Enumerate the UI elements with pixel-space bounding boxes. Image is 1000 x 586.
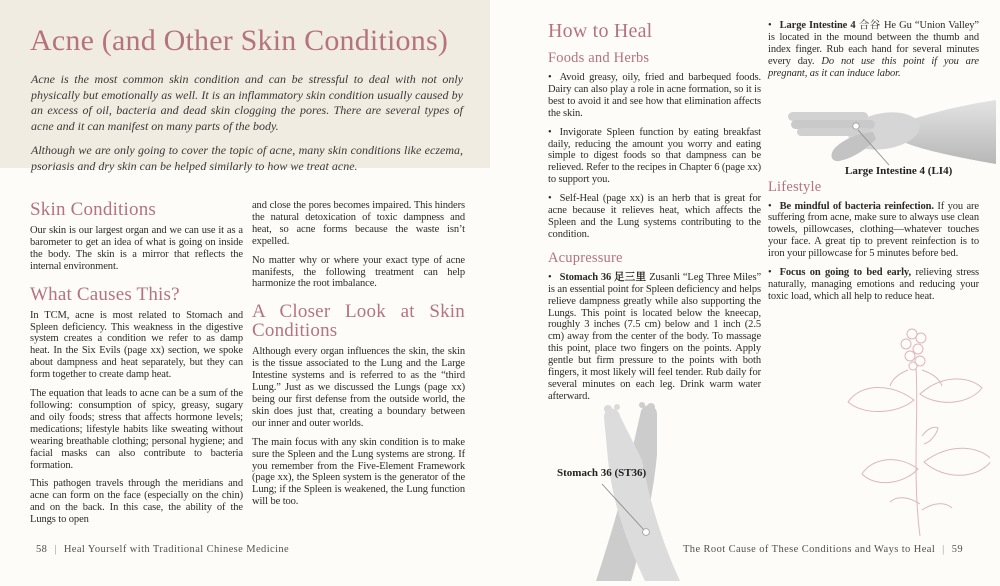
bullet-text: Avoid greasy, oily, fried and barbequed foods. Dairy can also play a role in acne formation, so it is best to avoid it and see how that elimination affects the skin.: [548, 72, 761, 119]
bullet-text: 合谷 He Gu “Union Valley” is located in the mound between the thumb and index finger. Rub each hand for several minutes every day.: [768, 20, 979, 67]
chapter-intro: [31, 72, 463, 183]
paragraph: Our skin is our largest organ and we can use it as a barometer to get an idea of what is going on inside the body. The skin is a mirror that reflects the internal environment.: [30, 225, 243, 272]
acupoint-name: Large Intestine 4: [779, 20, 856, 31]
bullet-marker: •: [768, 200, 772, 212]
footer-divider: |: [54, 544, 57, 555]
paragraph: In TCM, acne is most related to Stomach and Spleen deficiency. This weakness in the digestive system creates a condition we refer to as damp heat. In the Six Evils (page xx) section, we spoke about dampness and heat separately, but they can form together to create damp heat.: [30, 309, 243, 381]
acupoint-name: Stomach 36 足三里: [559, 271, 647, 283]
bullet-text: relieving stress naturally, managing emotions and reducing your toxic load, which all help to reduce heat.: [768, 267, 979, 302]
heading-foods-and-herbs: Foods and Herbs: [548, 50, 650, 66]
intro-paragraph: Although we are only going to cover the topic of acne, many skin conditions like eczema, psoriasis and dry skin can be helped similarly to how we treat acne.: [31, 143, 463, 173]
bullet-marker: •: [768, 267, 772, 279]
running-title: Heal Yourself with Traditional Chinese Medicine: [63, 544, 290, 555]
paragraph: The main focus with any skin condition is to make sure the Spleen and the Lung systems are strong. If you remember from the Five-Element Framework (page xx), the Spleen system is the generator of the Lung; if the Spleen is weakened, the Lung function will be too.: [252, 436, 465, 508]
heading-skin-conditions: Skin Conditions: [30, 199, 156, 220]
heading-how-to-heal: How to Heal: [548, 20, 653, 42]
heading-lifestyle: Lifestyle: [768, 178, 822, 195]
bullet-text: Zusanli “Leg Three Miles” is an essential point for Spleen deficiency and helps relieve dampness greatly while also supporting the Lungs. This point is located below the kneecap, roughly 3 inches (7.5 cm) below and 1 inch (2.5 cm) away from the center of the body. To massage this point, place two fingers on the points. Apply gentle but firm pressure to the points with both fingers, it most likely will feel tender. Rub daily for several minutes on each leg. Drink warm water afterward.: [548, 271, 761, 402]
left-page-column-1: [30, 200, 243, 533]
running-title: The Root Cause of These Conditions and Ways to Heal: [682, 544, 936, 555]
paragraph: Although every organ influences the skin, the skin is the tissue associated to the Lung and the Large Intestine systems and is referred to as the “third Lung.” Just as we discussed the Lungs (page xx) being our first defense from the outside world, the skin does just that, creating a boundary between our inner and outer worlds.: [252, 346, 465, 429]
chapter-header: [0, 0, 490, 173]
li4-point-dot: [853, 123, 859, 129]
self-heal-botanical-drawing: [842, 324, 990, 538]
footer-divider: |: [942, 544, 945, 555]
hand-acupoint-illustration: [788, 92, 996, 168]
paragraph: No matter why or where your exact type of acne manifests, the following treatment can help harmonize the root imbalance.: [252, 254, 465, 290]
bullet-warning-text: Do not use this point if you are pregnant, as it can induce labor.: [768, 55, 979, 79]
bullet-marker: •: [548, 271, 552, 283]
bullet-lead: Focus on going to bed early,: [779, 267, 912, 279]
bullet-item-li4: [768, 20, 979, 80]
st36-point-dot: [643, 529, 650, 536]
paragraph: The equation that leads to acne can be a sum of the following: consumption of spicy, greasy, sugary and oily foods; stress that affects hormone levels; medications; lifestyle habits like sweating without wearing breathable clothing; personal hygiene; and facial masks can also contribute to bacteria formation.: [30, 388, 243, 471]
hand-figure-image: [788, 92, 996, 173]
page-number: 59: [951, 544, 963, 555]
heading-acupressure: Acupressure: [548, 249, 623, 266]
bullet-item: [548, 193, 761, 241]
left-page-footer: [36, 544, 289, 555]
bullet-text: If you are suffering from acne, make sure to always use clean towels, pillowcases, clothing—whatever touches your face. A great tip to prevent reinfection is to iron your pillowcase for 5 minutes before bed.: [768, 200, 979, 260]
right-page-footer: [683, 544, 963, 555]
bullet-text: Invigorate Spleen function by eating breakfast daily, reducing the amount you worry and eating simple to digest foods so that dampness can be relieved. Refer to the recipes in Chapter 6 (page xx) to support you.: [548, 126, 761, 186]
bullet-marker: •: [768, 20, 772, 31]
bullet-item: [768, 201, 979, 261]
bullet-marker: •: [548, 126, 552, 138]
legs-figure-image: [552, 400, 717, 586]
li4-figure-label: Large Intestine 4 (LI4): [845, 165, 953, 177]
bullet-item-stomach36: [548, 272, 761, 403]
heading-closer-look: A Closer Look at Skin Conditions: [252, 301, 465, 342]
chapter-title: Acne (and Other Skin Conditions): [30, 24, 449, 57]
paragraph: This pathogen travels through the meridians and acne can form on the face (especially on the chin) and on the back. In this case, the ability of the Lungs to open: [30, 478, 243, 526]
paragraph: and close the pores becomes impaired. This hinders the natural detoxication of toxic dampness and heat, so acne forms because the waste isn’t expelled.: [252, 200, 465, 247]
bullet-item: [548, 127, 761, 187]
right-page-column-1: [548, 22, 761, 410]
bullet-item: [548, 72, 761, 120]
st36-figure-label: Stomach 36 (ST36): [557, 467, 647, 479]
bullet-item: [768, 267, 979, 303]
bullet-lead: Be mindful of bacteria reinfection.: [779, 200, 934, 212]
left-page-column-2: [252, 200, 465, 515]
bullet-marker: •: [548, 193, 552, 205]
page-number: 58: [36, 544, 48, 555]
heading-what-causes-this: What Causes This?: [30, 283, 180, 305]
bullet-text: Self-Heal (page xx) is an herb that is great for acne because it relieves heat, which affects the Spleen and the Lung systems contributing to the condition.: [548, 193, 761, 240]
intro-paragraph: Acne is the most common skin condition and can be stressful to deal with not only physically but emotionally as well. It is an inflammatory skin condition usually caused by an excess of oil, bacteria and dead skin clogging the pores. There are several types of acne and it can manifest on many parts of the body.: [31, 72, 463, 133]
flower-illustration: [842, 324, 990, 543]
bullet-marker: •: [548, 72, 552, 83]
